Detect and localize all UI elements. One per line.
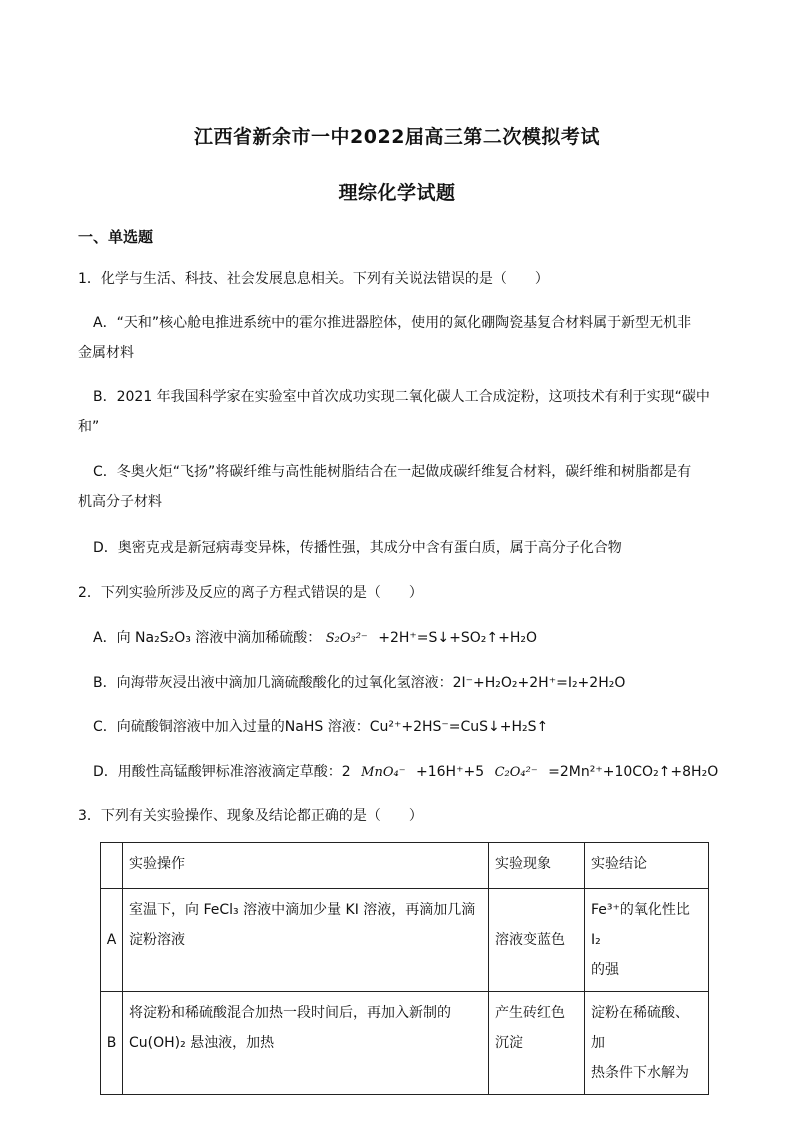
exam-subtitle: 理综化学试题 [338,182,456,204]
question-3-stem: 3．下列有关实验操作、现象及结论都正确的是（ ） [78,808,423,824]
row-operation [123,992,489,1095]
row-operation-line-2: 淀粉溶液 [129,932,185,948]
q2-d-prefix: D．用酸性高锰酸钾标准溶液滴定草酸：2 [93,764,351,780]
question-2-stem: 2．下列实验所涉及反应的离子方程式错误的是（ ） [78,585,423,601]
q1-option-b: B．2021 年我国科学家在实验室中首次成功实现二氧化碳人工合成淀粉，这项技术有利于实现“碳中 [93,389,710,405]
q2-d-ion-2: C₂O₄²⁻ [494,765,538,780]
q2-option-a [93,627,537,647]
row-conclusion-line-2: 的强 [591,962,619,978]
q2-a-rest: +2H⁺=S↓+SO₂↑+H₂O [378,630,538,646]
row-conclusion [585,889,709,992]
q1-option-a: A．“天和”核心舱电推进系统中的霍尔推进器腔体，使用的氮化硼陶瓷基复合材料属于新型无机非 [93,315,692,331]
q1-option-a-cont: 金属材料 [78,345,134,361]
q2-d-mid: +16H⁺+5 [416,764,485,780]
q2-option-d [93,761,718,781]
row-conclusion-line-1: Fe³⁺的氧化性比 I₂ [591,902,690,948]
row-conclusion-line-1: 淀粉在稀硫酸、加 [591,1005,689,1051]
q2-option-b: B．向海带灰浸出液中滴加几滴硫酸酸化的过氧化氢溶液：2I⁻+H₂O₂+2H⁺=I₂+2H₂O [93,675,626,691]
q2-a-prefix: A．向 Na₂S₂O₃ 溶液中滴加稀硫酸： [93,630,322,646]
table-row [101,992,709,1095]
q1-option-c: C．冬奥火炬“飞扬”将碳纤维与高性能树脂结合在一起做成碳纤维复合材料，碳纤维和树脂都是有 [93,464,692,480]
q1-option-b-cont: 和” [78,419,100,435]
table-header-row [101,843,709,889]
row-label: A [101,889,123,992]
row-conclusion-line-2: 热条件下水解为 [591,1065,689,1081]
table-header-conclusion: 实验结论 [585,843,709,889]
table-header-phenomenon: 实验现象 [489,843,585,889]
row-operation-line-2: Cu(OH)₂ 悬浊液，加热 [129,1035,275,1051]
q1-option-d: D．奥密克戎是新冠病毒变异株，传播性强，其成分中含有蛋白质，属于高分子化合物 [93,540,622,556]
row-phenomenon-line-1: 产生砖红色 [495,1005,565,1021]
row-phenomenon [489,992,585,1095]
table-header-blank [101,843,123,889]
q1-option-c-cont: 机高分子材料 [78,494,162,510]
q2-d-ion-1: MnO₄⁻ [361,765,406,780]
table-row [101,889,709,992]
q2-a-ion: S₂O₃²⁻ [325,631,368,646]
row-phenomenon: 溶液变蓝色 [489,889,585,992]
exam-title: 江西省新余市一中2022届高三第二次模拟考试 [194,126,600,148]
row-operation [123,889,489,992]
experiment-table [100,842,709,1095]
row-conclusion [585,992,709,1095]
section-heading: 一、单选题 [78,228,154,246]
row-label: B [101,992,123,1095]
q2-d-rest: =2Mn²⁺+10CO₂↑+8H₂O [548,764,719,780]
row-phenomenon-line-2: 沉淀 [495,1035,523,1051]
q2-option-c: C．向硫酸铜溶液中加入过量的NaHS 溶液：Cu²⁺+2HS⁻=CuS↓+H₂S↑ [93,719,549,735]
row-operation-line-1: 室温下，向 FeCl₃ 溶液中滴加少量 KI 溶液，再滴加几滴 [129,902,476,918]
table-header-operation: 实验操作 [123,843,489,889]
question-1-stem: 1．化学与生活、科技、社会发展息息相关。下列有关说法错误的是（ ） [78,271,549,287]
row-operation-line-1: 将淀粉和稀硫酸混合加热一段时间后，再加入新制的 [129,1005,451,1021]
